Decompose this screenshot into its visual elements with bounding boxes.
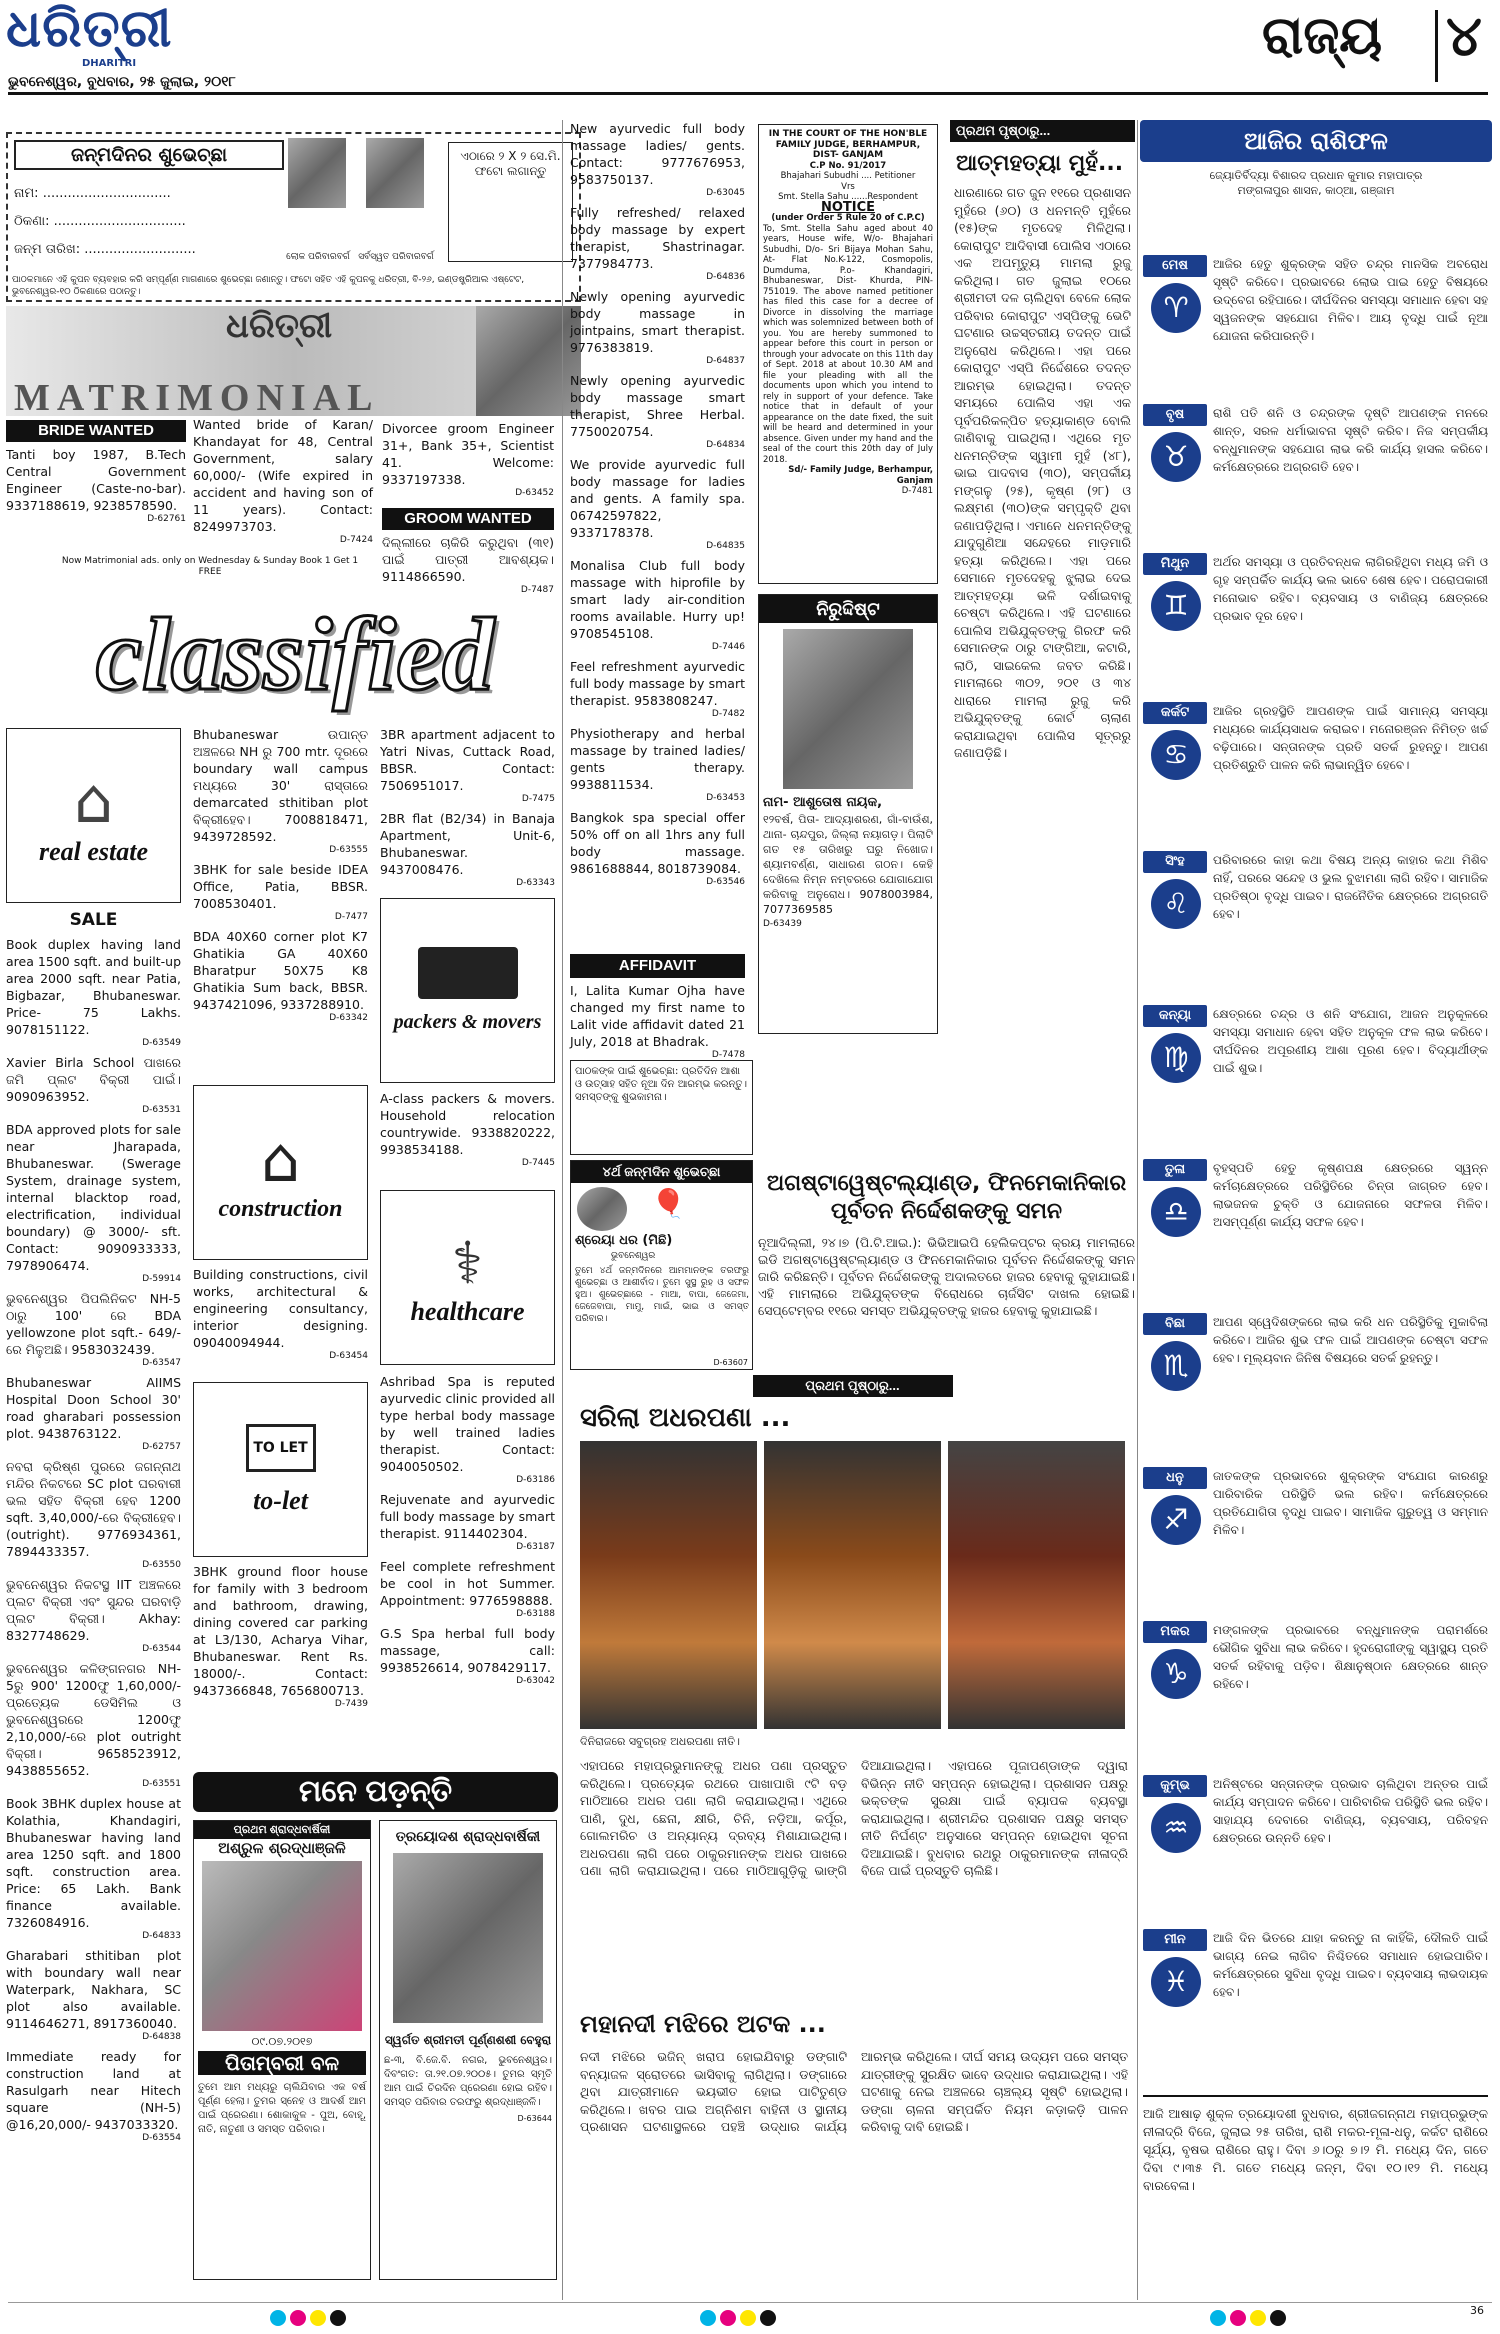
ad-code: D-7446 [711, 642, 745, 652]
ad-code: D-7445 [521, 1158, 555, 1168]
ad-code: D-63342 [329, 1013, 368, 1023]
classified-ad [193, 928, 368, 1023]
court-notice-label: NOTICE [820, 199, 876, 215]
page-number: ୪ [1446, 4, 1482, 69]
photo-placeholder: ଏଠାରେ ୨ X ୨ ସେ.ମି. ଫଟୋ ଲଗାନ୍ତୁ [448, 142, 573, 262]
zodiac-scorpio [1143, 1313, 1488, 1463]
zodiac-label: ବିଛା [1143, 1313, 1207, 1335]
memorial-left-photo [202, 1861, 362, 2031]
ad-code: D-7487 [520, 585, 554, 595]
registration-mark [1270, 2310, 1286, 2326]
registration-mark [1210, 2310, 1226, 2326]
ad-code: D-63547 [142, 1358, 181, 1368]
classified-ad [570, 456, 745, 551]
classified-ad [570, 725, 745, 803]
column-divider [1137, 120, 1138, 2300]
classified-ad [570, 557, 745, 652]
court-parties: Bhajahari Subudhi .... Petitioner Vrs Smt. Stella Sahu ......Respondent [778, 171, 918, 202]
ad-code: D-63186 [516, 1475, 555, 1485]
masthead-logo-sub: DHARITRI [82, 58, 137, 69]
matrimonial-title: MATRIMONIAL [14, 377, 380, 419]
ad-text: A-class packers & movers. Household relocation countrywide. 9338820222, 9938534188. [380, 1091, 555, 1157]
ad-text: BDA approved plots for sale near Jharapada, Bhubaneswar. (Swerage System, drainage system, internal blacktop road, electrification, individual boundary) @ 3000/- sft. Contact: 9090933333, 7978906474. [6, 1122, 181, 1273]
news-agusta-headline: ଅଗଷ୍ଟାୱେଷ୍ଟଲ୍ୟାଣ୍ଡ, ଫିନମେକାନିକାର ପୂର୍ବତନ ନିର୍ଦ୍ଦେଶକଙ୍କୁ ସମନ [766, 1171, 1127, 1224]
birthday-wish-code: D-63607 [713, 1358, 748, 1367]
classified-ad [380, 1373, 555, 1485]
zodiac-capricorn [1143, 1621, 1488, 1771]
zodiac-pisces [1143, 1929, 1488, 2079]
ad-text: ଭୁବନେଶ୍ୱର ପିପଲିନିକଟ NH-5 ଠାରୁ 100' ରେ BDA yellowzone plot sqft.- 649/-ରେ ମିଳୁଅଛି। 9583032439. [6, 1291, 181, 1357]
zodiac-taurus [1143, 404, 1488, 549]
ad-text: Newly opening ayurvedic body massage in jointpains, smart therapist. 9776383819. [570, 289, 745, 355]
ad-text: BDA 40X60 corner plot K7 Ghatikia GA 40X60 Bharatpur 50X75 K8 Ghatikia Sum back, BBSR. 9437421096, 9337288910. [193, 929, 368, 1012]
zodiac-libra [1143, 1159, 1488, 1309]
ad-code: D-63042 [516, 1676, 555, 1686]
ad-code: D-7478 [711, 1050, 745, 1060]
banner-logo: ଧରିତ୍ରୀ [226, 308, 333, 345]
court-case: C.P No. 91/2017 [809, 160, 887, 171]
classified-ad [6, 1374, 181, 1452]
ad-text: Wanted bride of Karan/ Khandayat for 48, Central Government, salary 60,000/- (Wife expired in accident and having son of 11 years). Contact: 8249973703. [193, 417, 373, 534]
news-tag: ପ୍ରଥମ ପୃଷ୍ଠାରୁ... [950, 120, 1135, 142]
ad-code: D-7477 [334, 912, 368, 922]
boy-photo-2 [366, 138, 424, 208]
ad-text: Feel refreshment ayurvedic full body massage by smart therapist. 9583808247. [570, 659, 745, 708]
ad-code: D-64836 [706, 272, 745, 282]
registration-mark [290, 2310, 306, 2326]
to-let-box [193, 1382, 368, 1557]
memorial-left-name: ପିତାମ୍ବରୀ ବଳ [198, 2051, 366, 2075]
registration-mark [310, 2310, 326, 2326]
classified-ad [380, 810, 555, 888]
panjika-text: ଆଜି ଆଷାଢ଼ ଶୁକ୍ଳ ତ୍ରୟୋଦଶୀ ବୁଧବାର, ଶ୍ରୀଜଗନ୍ନାଥ ମହାପ୍ରଭୁଙ୍କ ନୀଳାଦ୍ରି ବିଜେ, ଜୁଲାଇ ୨୫ ତାରିଖ, ରାଶି ମକର-ମୂଳା-ଧନୁ, କର୍କଟ ରାଶିରେ ସୂର୍ଯ୍ୟ, ବୃଷଭ ରାଶିରେ ରାହୁ। ଦିବା ୬।୦ରୁ ୭।୨ ମି. ମଧ୍ୟେ ଦିନ, ଗତେ ଦିବା ୯।୩୫ ମି. ଗତେ ମଧ୍ୟେ ଜନ୍ମ, ଦିବା ୧୦।୧୨ ମି. ମଧ୍ୟେ ବାରବେଳା। [1143, 2095, 1488, 2195]
ad-code: D-63453 [706, 793, 745, 803]
ad-text: We provide ayurvedic full body massage for ladies and gents. A family spa. 06742597822, 9337178378. [570, 457, 745, 540]
news-adharapana-body: ଏହାପରେ ମହାପ୍ରଭୁମାନଙ୍କୁ ଅଧର ପଣା ପ୍ରସ୍ତୁତ କରିଥିଲେ। ପ୍ରତ୍ୟେକ ରଥରେ ପାଖାପାଖି ୯ଟି ବଡ଼ ମାଠିଆରେ ଅଧର ପଣା ଲାଗି କରାଯାଇଥିଲା। ଏଥିରେ ପାଣି, ଦୁଧ, ଛେନା, କ୍ଷୀରି, ଚିନି, ନଡ଼ିଆ, କର୍ପୂର, ଗୋଲମରିଚ ଓ ଅନ୍ୟାନ୍ୟ ଦ୍ରବ୍ୟ ମିଶାଯାଇଥିଲା। ଅଧରପଣା ଲାଗି ପରେ ଠାକୁରମାନଙ୍କ ଅଧର ପାଖରେ ପଣା ଲାଗି କରାଯାଇଥିଲା। ପରେ ମାଠିଆଗୁଡ଼ିକୁ ଭାଙ୍ଗି ଦିଆଯାଇଥିଲା। ଏହାପରେ ପୂଜାପଣ୍ଡାଙ୍କ ଦ୍ୱାରା ବିଭିନ୍ନ ନୀତି ସମ୍ପନ୍ନ ହୋଇଥିଲା। ପ୍ରଶାସନ ପକ୍ଷରୁ ଭକ୍ତଙ୍କ ସୁରକ୍ଷା ପାଇଁ ବ୍ୟାପକ ବ୍ୟବସ୍ଥା କରାଯାଇଥିଲା। ଶ୍ରୀମନ୍ଦିର ପ୍ରଶାସନ ପକ୍ଷରୁ ସମସ୍ତ ନୀତି ନିର୍ଘଣ୍ଟ ଅନୁସାରେ ସମ୍ପନ୍ନ ହୋଇଥିବା ସୂଚନା ଦିଆଯାଇଛି। ବୁଧବାର ରଥରୁ ଠାକୁରମାନଙ୍କ ନୀଳାଦ୍ରି ବିଜେ ପାଇଁ ପ୍ରସ୍ତୁତି ଚାଲିଛି। [580, 1758, 1128, 1878]
ad-code: D-62757 [142, 1442, 181, 1452]
classified-ad [380, 1558, 555, 1619]
house-icon: ⌂ [73, 764, 114, 837]
ad-text: 3BHK for sale beside IDEA Office, Patia, BBSR. 7008530401. [193, 862, 368, 911]
ad-text: Tanti boy 1987, B.Tech Central Government Engineer (Caste-no-bar). 9337188619, 9238578590. [6, 447, 186, 513]
zodiac-label: ଧନୁ [1143, 1467, 1207, 1489]
news-headline: ଆତ୍ମହତ୍ୟା ମୁହଁ... [956, 151, 1124, 176]
classified-ad [570, 288, 745, 366]
ad-code: D-63554 [142, 2133, 181, 2143]
registration-mark [700, 2310, 716, 2326]
ad-text: Ashribad Spa is reputed ayurvedic clinic provided all type herbal body massage by well trained ladies therapist. Contact: 9040050502. [380, 1374, 555, 1474]
zodiac-text: ଅର୍ଥର ସମସ୍ୟା ଓ ପ୍ରତିବନ୍ଧକ ଲାଗିରହିଥିବା ମଧ୍ୟ ଜମି ଓ ଗୃହ ସମ୍ପର୍କିତ କାର୍ଯ୍ୟ ଭଲ ଭାବେ ଶେଷ ହେବ। ପରୋପକାରୀ ମନୋଭାବ ରହିବ। ବ୍ୟବସାୟ ଓ ବାଣିଜ୍ୟ କ୍ଷେତ୍ରରେ ପ୍ରଭାବ ଦୂର ହେବ। [1213, 555, 1488, 623]
leo-icon: ♌ [1151, 879, 1201, 929]
coupon-note: ପାଠକମାନେ ଏହି କୁପନ ବ୍ୟବହାର କରି ସମ୍ପୂର୍ଣ୍ଣ ମାଗଣାରେ ଶୁଭେଚ୍ଛା ଜଣାନ୍ତୁ। ଫଟୋ ସହିତ ଏହି କୁପନକୁ ଧରିତ୍ରୀ, ବି-୨୬, ଇଣ୍ଡଷ୍ଟ୍ରିଆଲ ଏଷ୍ଟେଟ, ଭୁବନେଶ୍ୱର-୧୦ ଠିକଣାରେ ପଠାନ୍ତୁ। [12, 275, 525, 297]
news-agusta [758, 1160, 1135, 1360]
matrimonial-ad [382, 534, 554, 595]
ad-code: D-63555 [329, 845, 368, 855]
to-let-sign-icon: TO LET [246, 1424, 316, 1472]
missing-name: ନାମ- ଆଶୁତୋଷ ନାୟକ, [763, 795, 883, 810]
masthead [0, 0, 1500, 92]
classified-column-2 [193, 726, 368, 1029]
photo-caption-2: ସର୍ବସ୍ୱତ ପରିବାରବର୍ଗ [358, 252, 434, 262]
construction-box [193, 1085, 368, 1260]
ad-text: Divorcee groom Engineer 31+, Bank 35+, Scientist 41. Welcome: 9337197338. [382, 421, 554, 487]
zodiac-text: ଆଜିର ହେତୁ ଶୁକ୍ରଙ୍କ ସହିତ ଚନ୍ଦ୍ର ମାନସିକ ଅବରୋଧ ସୃଷ୍ଟି କରିବେ। ପ୍ରଭାବରେ ଲୋଭ ପାଇ ହେତୁ ବିଷୟରେ ଉଦ୍ବେଗ ରହିପାରେ। ଦୀର୍ଘଦିନର ସମସ୍ୟା ସମାଧାନ ହେବା ସହ ସ୍ୱଜନଙ୍କ ସହଯୋଗ ମିଳିବ। ଆୟ ବୃଦ୍ଧି ପାଇଁ ନୂଆ ଯୋଜନା କରିପାରନ୍ତି। [1213, 257, 1488, 343]
classified-ad [570, 809, 745, 887]
classified-column-1 [6, 936, 181, 2149]
ad-code: D-63550 [142, 1560, 181, 1570]
ad-text: Fully refreshed/ relaxed body massage by expert therapist, Shastrinagar. 7377984773. [570, 205, 745, 271]
ad-code: D-64837 [706, 356, 745, 366]
zodiac-label: ମକର [1143, 1621, 1207, 1643]
child-photo [577, 1187, 627, 1231]
temple-photo-2 [764, 1441, 941, 1729]
to-let-label: to-let [253, 1485, 308, 1515]
court-title: IN THE COURT OF THE HON'BLE FAMILY JUDGE, BERHAMPUR, DIST- GANJAM [768, 129, 928, 160]
classified-ad [193, 1266, 368, 1361]
temple-photo-1 [580, 1441, 757, 1729]
zodiac-text: ମଙ୍ଗଳଙ୍କ ପ୍ରଭାବରେ ବନ୍ଧୁମାନଙ୍କ ପରାମର୍ଶରେ ଭୌଗିକ ସୁବିଧା ଲାଭ କରିବେ। ହୃଦରୋଗୀଙ୍କୁ ସ୍ୱାସ୍ଥ୍ୟ ପ୍ରତି ସତର୍କ ରହିବାକୁ ପଡ଼ିବ। ଶିକ୍ଷାନୁଷ୍ଠାନ କ୍ଷେତ୍ରରେ ଶାନ୍ତ ରହିବେ। [1213, 1623, 1488, 1691]
ad-text: Physiotherapy and herbal massage by trained ladies/ gents therapy. 9938811534. [570, 726, 745, 792]
classified-ad [6, 1576, 181, 1654]
missing-person-notice [758, 594, 938, 1034]
birthday-coupon [6, 132, 581, 302]
ad-text: 3BR apartment adjacent to Yatri Nivas, Cuttack Road, BBSR. Contact: 7506951017. [380, 727, 555, 793]
stethoscope-icon: ⚕ [451, 1228, 484, 1297]
classified-ad [193, 861, 368, 922]
virgo-icon: ♍ [1151, 1033, 1201, 1083]
ad-code: D-63454 [329, 1351, 368, 1361]
ad-code: D-63187 [516, 1542, 555, 1552]
court-signature: Sd/- Family Judge, Berhampur, Ganjam [788, 465, 933, 486]
classified-ad [570, 372, 745, 450]
zodiac-sagittarius [1143, 1467, 1488, 1617]
libra-icon: ♎ [1151, 1187, 1201, 1237]
zodiac-label: କୁମ୍ଭ [1143, 1775, 1207, 1797]
classified-ad [193, 1563, 368, 1709]
affidavit-ad [570, 982, 745, 1060]
zodiac-label: କନ୍ୟା [1143, 1005, 1207, 1027]
memorial-right-name: ସ୍ୱର୍ଗତ ଶ୍ରୀମତୀ ପୂର୍ଣ୍ଣଶଶୀ ବେହୁରା [384, 2033, 552, 2047]
matrimonial-notice: Now Matrimonial ads. only on Wednesday & Sunday Book 1 Get 1 FREE [61, 556, 359, 577]
zodiac-text: ଅନିଷ୍ଟରେ ସନ୍ତାନଙ୍କ ପ୍ରଭାବ ଚାଲିଥିବା ଅନ୍ତର ପାଇଁ କାର୍ଯ୍ୟ ସମ୍ପାଦନ କରିବେ। ପାରିବାରିକ ପରିସ୍ଥିତି ଭଲ ରହିବ। ସାହାଯ୍ୟ ଦେବାରେ ବାଣିଜ୍ୟ, ବ୍ୟବସାୟ, ପରିବହନ କ୍ଷେତ୍ରରେ ଉନ୍ନତି ହେବ। [1213, 1777, 1488, 1845]
footer-rule [8, 2302, 1492, 2303]
zodiac-text: ଜାତକଙ୍କ ପ୍ରଭାବରେ ଶୁକ୍ରଙ୍କ ସଂଯୋଗ କାରଣରୁ ପାରିବାରିକ ପରିସ୍ଥିତି ଭଲ ରହିବ। କର୍ମକ୍ଷେତ୍ରରେ ପ୍ରତିଯୋଗିତା ବୃଦ୍ଧି ପାଇବ। ସାମାଜିକ ଗୁରୁତ୍ୱ ଓ ସମ୍ମାନ ମିଳିବ। [1213, 1469, 1488, 1537]
ad-code: D-7424 [339, 535, 373, 545]
classified-ad [380, 1090, 555, 1168]
classified-ad [380, 726, 555, 804]
classified-ad [570, 658, 745, 719]
sale-heading: SALE [69, 910, 118, 930]
birthday-wish-heading: ୪ର୍ଥ ଜନ୍ମଦିନ ଶୁଭେଚ୍ଛା [571, 1161, 752, 1183]
news-mahanadi-body: ନଦୀ ମଝିରେ ଭଜିନ୍ ଖରାପ ହୋଇଯିବାରୁ ଡଙ୍ଗାଟି ବନ୍ୟାଜଳ ସ୍ରୋତରେ ଭାସିବାକୁ ଲାଗିଥିଲା। ଡଙ୍ଗାରେ ଥିବା ଯାତ୍ରୀମାନେ ଭୟଭୀତ ହୋଇ ପାଟିତୁଣ୍ଡ କରିଥିଲେ। ଖବର ପାଇ ଅଗ୍ନିଶମ ବାହିନୀ ଓ ସ୍ଥାନୀୟ ପ୍ରଶାସନ ଘଟଣାସ୍ଥଳରେ ପହଞ୍ଚି ଉଦ୍ଧାର କାର୍ଯ୍ୟ ଆରମ୍ଭ କରିଥିଲେ। ଦୀର୍ଘ ସମୟ ଉଦ୍ୟମ ପରେ ସମସ୍ତ ଯାତ୍ରୀଙ୍କୁ ସୁରକ୍ଷିତ ଭାବେ ଉଦ୍ଧାର କରାଯାଇଥିଲା। ଏହି ଘଟଣାକୁ ନେଇ ଅଞ୍ଚଳରେ ଚାଞ୍ଚଲ୍ୟ ସୃଷ୍ଟି ହୋଇଥିଲା। ଡଙ୍ଗା ଚାଳନା ସମ୍ପର୍କିତ ନିୟମ କଡ଼ାକଡ଼ି ପାଳନ କରିବାକୁ ଦାବି ହୋଇଛି। [580, 2049, 1128, 2134]
ad-text: Newly opening ayurvedic body massage smart therapist, Shree Herbal. 7750020754. [570, 373, 745, 439]
ad-code: D-63531 [142, 1105, 181, 1115]
registration-mark [270, 2310, 286, 2326]
classified-ad [570, 120, 745, 198]
gemini-icon: ♊ [1151, 581, 1201, 631]
court-code: D-7481 [901, 486, 933, 496]
zodiac-label: ମିଥୁନ [1143, 553, 1207, 575]
classified-ad [6, 1290, 181, 1368]
birthday-wish [570, 1160, 753, 1370]
zodiac-label: ମୀନ [1143, 1929, 1207, 1951]
zodiac-text: ଆଜିର ଗ୍ରହସ୍ଥିତି ଆପଣଙ୍କ ପାଇଁ ସାମାନ୍ୟ ସମସ୍ୟା ମଧ୍ୟରେ କାର୍ଯ୍ୟସାଧକ କରାଇବ। ମନୋରଞ୍ଜନ ନିମିତ୍ତ ଖର୍ଚ୍ଚ ବଢ଼ିପାରେ। ସନ୍ତାନଙ୍କ ପ୍ରତି ସତର୍କ ରୁହନ୍ତୁ। ଆପଣ ପ୍ରତିଶ୍ରୁତି ପାଳନ କରି ଲାଭାନ୍ୱିତ ହେବେ। [1213, 704, 1488, 772]
healthcare-label: healthcare [410, 1296, 525, 1326]
zodiac-aries [1143, 255, 1488, 400]
affidavit-heading: AFFIDAVIT [570, 954, 745, 978]
zodiac-label: ବୃଷ [1143, 404, 1207, 426]
memorial-left-text: ତୁମେ ଆମ ମଧ୍ୟରୁ ଚାଲିଯିବାର ଏକ ବର୍ଷ ପୂର୍ଣ୍ଣ ହେଲା। ତୁମର ସ୍ନେହ ଓ ଆଦର୍ଶ ଆମ ପାଇଁ ପ୍ରେରଣା। ଶୋକାକୁଳ - ପୁଅ, ବୋହୂ, ନାତି, ନାତୁଣୀ ଓ ସମସ୍ତ ପରିବାର। [198, 2082, 366, 2135]
real-estate-label: real estate [38, 837, 149, 866]
zodiac-leo [1143, 851, 1488, 1001]
ad-text: Bangkok spa special offer 50% off on all 1hrs any full body massage. 9861688844, 8018739084. [570, 810, 745, 876]
ad-text: Bhubaneswar AIIMS Hospital Doon School 30' road gharabari possession plot. 9438763122. [6, 1375, 181, 1441]
page-number-rule [1435, 10, 1438, 82]
zodiac-text: ରାଶି ପତି ଶନି ଓ ଚନ୍ଦ୍ରଙ୍କ ଦୃଷ୍ଟି ଆପଣଙ୍କ ମନରେ ଶାନ୍ତ, ସରଳ ଧର୍ମାଭାବନା ସୃଷ୍ଟି କରିବ। ନିଜ ସମ୍ପର୍କୀୟ ବନ୍ଧୁମାନଙ୍କ ସହଯୋଗ ଲାଭ କରି କାର୍ଯ୍ୟ ହାସଲ କରିବେ। କର୍ମକ୍ଷେତ୍ରରେ ଅଗ୍ରଗତି ହେବ। [1213, 406, 1488, 474]
child-name: ଶ୍ରେୟା ଧର (ମିଛି) [575, 1233, 673, 1248]
boy-photo-1 [288, 138, 346, 208]
news-adharapana-headline: ସରିଲା ଅଧରପଣା ... [580, 1403, 791, 1433]
registration-mark [740, 2310, 756, 2326]
packers-movers-box [380, 898, 555, 1083]
classified-ad [570, 204, 745, 282]
ad-text: Book 3BHK duplex house at Kolathia, Khandagiri, Bhubaneswar having land area 1250 sqft. and 1800 sqft. construction area. Price: 65 Lakh. Bank finance available. 7326084916. [6, 1796, 181, 1930]
memorial-left-date: ୦୯.୦୭.୨୦୧୭ [251, 2035, 313, 2048]
ad-text: Monalisa Club full body massage with hiprofile by smart lady air-condition rooms available. Hurry up! 9708545108. [570, 558, 745, 641]
scorpio-icon: ♏ [1151, 1341, 1201, 1391]
registration-mark [1230, 2310, 1246, 2326]
registration-mark [760, 2310, 776, 2326]
classified-ad [6, 1795, 181, 1941]
ad-text: Rejuvenate and ayurvedic full body massage by smart therapist. 9114402304. [380, 1492, 555, 1541]
ad-code: D-63343 [516, 878, 555, 888]
missing-heading: ନିରୁଦ୍ଦିଷ୍ଟ [759, 595, 937, 623]
birthday-coupon-title: ଜନ୍ମଦିନର ଶୁଭେଚ୍ଛା [14, 140, 284, 170]
matrimonial-ad [193, 416, 373, 545]
bride-image [476, 306, 581, 416]
zodiac-text: କ୍ଷେତ୍ରରେ ଚନ୍ଦ୍ର ଓ ଶନି ସଂଯୋଗ, ଆଜନ ଅନୁକୂଳରେ ସମସ୍ୟା ସମାଧାନ ହେବା ସହିତ ଅନୁକୂଳ ଫଳ ଲାଭ କରିବେ। ଦୀର୍ଘଦିନର ଅପୂରଣୀୟ ଆଶା ପୂରଣ ହେବ। ବିଦ୍ୟାର୍ଥୀଙ୍କ ପାଇଁ ଶୁଭ। [1213, 1007, 1488, 1075]
construction-label: construction [218, 1195, 343, 1222]
registration-mark [720, 2310, 736, 2326]
child-place: ଭୁବନେଶ୍ୱର [611, 1251, 656, 1261]
memorial-right-heading: ତ୍ରୟୋଦଶ ଶ୍ରାଦ୍ଧବାର୍ଷିକୀ [395, 1829, 541, 1845]
ad-code: D-62761 [147, 514, 186, 524]
memorial-right-photo [393, 1853, 543, 2023]
court-notice [758, 124, 938, 584]
bride-wanted-heading: BRIDE WANTED [6, 420, 186, 442]
zodiac-label: ମେଷ [1143, 255, 1207, 277]
dateline: ଭୁବନେଶ୍ୱର, ବୁଧବାର, ୨୫ ଜୁଲାଇ, ୨୦୧୮ [8, 74, 236, 90]
groom-wanted-heading: GROOM WANTED [382, 508, 554, 530]
ad-code: D-7439 [334, 1699, 368, 1709]
zodiac-text: ବୃହସ୍ପତି ହେତୁ କୃଷ୍ଣପକ୍ଷ କ୍ଷେତ୍ରରେ ସ୍ୱନ୍ନ କର୍ମଚାକ୍ଷେତ୍ରରେ ପରିସ୍ଥିତିରେ ଚିନ୍ତା ଜାଗ୍ରତ ହେବ। ଲାଭଜନକ ଚୁକ୍ତି ଓ ଯୋଜନାରେ ସଫଳତା ମିଳିବ। ଅସମ୍ପୂର୍ଣ୍ଣ କାର୍ଯ୍ୟ ସଫଳ ହେବ। [1213, 1161, 1488, 1229]
news-body: ଧାରଣାରେ ଗତ ଜୁନ ୧୧ରେ ପ୍ରଶାସନ ମୁହଁରେ (୬୦) ଓ ଧନମନ୍ତି ମୁହଁରେ (୧୫)ଙ୍କ ମୃତଦେହ ମିଳିଥିଲା। କୋରାପୁଟ ଆଦିବାସୀ ପୋଲିସ ଏଠାରେ ଏକ ଅପମୃତ୍ୟୁ ମାମଲା ରୁଜୁ କରିଥିଲା। ଗତ ଜୁଲାଇ ୧୦ରେ ଶ୍ରୀମତୀ ଦଳ ଚାଲିଥିବା ବେଳେ ଲୋକ ପରିବାର କୋରାପୁଟ ଏସ୍‌ପିଙ୍କୁ ଭେଟି ଘଟଣାର ଉଚ୍ଚସ୍ତରୀୟ ତଦନ୍ତ ପାଇଁ ଅନୁରୋଧ କରିଥିଲେ। ଏହା ପରେ କୋରାପୁଟ ଏସ୍‌ପି ନିର୍ଦ୍ଦେଶରେ ତଦନ୍ତ ଆରମ୍ଭ ହୋଇଥିଲା। ତଦନ୍ତ ସମୟରେ ପୋଲିସ ଏହା ଏକ ପୂର୍ବପରିକଳ୍ପିତ ହତ୍ୟାକାଣ୍ଡ ବୋଲି ଜାଣିବାକୁ ପାଇଥିଲା। ଏଥିରେ ମୃତ ଧନମନ୍ତିଙ୍କ ସ୍ୱାମୀ ମୁହଁ (୪୮), ଭାଇ ପାଦବାସ (୩୦), ସମ୍ପର୍କୀୟ ମଙ୍ଗଳୁ (୨୫), କୃଷ୍ଣ (୨୮) ଓ ଲକ୍ଷ୍ମଣ (୩୦)ଙ୍କ ସମ୍ପୃକ୍ତି ଥିବା ଜଣାପଡ଼ିଥିଲା। ଏମାନେ ଧନମନ୍ତିଙ୍କୁ ଯାଦୁଗୁଣିଆ ସନ୍ଦେହରେ ମାଡ଼ମାରି ହତ୍ୟା କରିଥିଲେ। ଏହା ପରେ ସେମାନେ ମୃତଦେହକୁ ଝୁଲାଇ ଦେଇ ଆତ୍ମହତ୍ୟା ଭଳି ଦର୍ଶାଇବାକୁ ଚେଷ୍ଟା କରିଥିଲେ। ଏହି ଘଟଣାରେ ପୋଲିସ ଅଭିଯୁକ୍ତଙ୍କୁ ଗିରଫ କରି ସେମାନଙ୍କ ଠାରୁ ଟାଙ୍ଗିଆ, କଟାରି, ଲାଠି, ସାଇକେଲ ଜବତ କରିଛି। ମାମଲାରେ ୩୦୨, ୨୦୧ ଓ ୩୪ ଧାରାରେ ମାମଲା ରୁଜୁ କରି ଅଭିଯୁକ୍ତଙ୍କୁ କୋର୍ଟ ଚାଲାଣ କରାଯାଇଥିବା ପୋଲିସ ସୂତ୍ରରୁ ଜଣାପଡ଼ିଛି। [954, 185, 1131, 760]
ad-code: D-64834 [706, 440, 745, 450]
footer-page-number: 36 [1470, 2304, 1484, 2317]
classified-ad [6, 1947, 181, 2042]
memorial-left-heading: ପ୍ରଥମ ଶ୍ରାଦ୍ଧବାର୍ଷିକୀ [194, 1821, 370, 1839]
photo-caption: ଦିନିରାଜରେ ସବୁଗ୍ରହ ଅଧରପଣା ନୀତି। [580, 1735, 740, 1748]
ad-code: D-63546 [706, 877, 745, 887]
news-mahanadi [570, 2010, 1135, 2300]
memorial-right [379, 1820, 557, 2280]
ad-code: D-64833 [142, 1931, 181, 1941]
ad-text: ଭୁବନେଶ୍ୱର ନିକଟସ୍ଥ IIT ଅଞ୍ଚଳରେ ପ୍ଲଟ ବିକ୍ରୀ ଏବଂ ସୁନ୍ଦର ଘରବାଡ଼ି ପ୍ଲଟ ବିକ୍ରୀ। Akhay: 8327748629. [6, 1577, 181, 1643]
registration-mark [1250, 2310, 1266, 2326]
zodiac-gemini [1143, 553, 1488, 698]
ad-code: D-63452 [515, 488, 554, 498]
memorial-code: D-63644 [517, 2114, 552, 2123]
ad-code: D-7482 [711, 709, 745, 719]
classified-ad [193, 726, 368, 855]
ad-code: D-63045 [706, 188, 745, 198]
classified-ad [6, 1054, 181, 1115]
ad-text: New ayurvedic full body massage ladies/ gents. Contact: 9777676953, 9583750137. [570, 121, 745, 187]
classified-ad [380, 1491, 555, 1552]
court-rule: (under Order 5 Rule 20 of C.P.C) [771, 213, 925, 223]
classified-column-3c [380, 1373, 555, 1692]
ad-text: Immediate ready for construction land at Rasulgarh near Hitech square (NH-5) @16,20,000/- 9437033320. [6, 2049, 181, 2132]
news-adharapana [570, 1375, 1135, 2000]
photo-caption-1: ଲୋକ ପରିବାରବର୍ଗ [286, 252, 350, 262]
matrimonial-ad [6, 446, 186, 524]
horoscope-author: ଜ୍ୟୋତିର୍ବିଦ୍ୟା ବିଶାରଦ ପ୍ରଧାନ କୁମାର ମହାପାତ୍ର ମଙ୍ଗଳାପୁର ଶାସନ, କାଠ୍ଆ, ଗଞ୍ଜାମ [1209, 169, 1423, 197]
news-tag: ପ୍ରଥମ ପୃଷ୍ଠାରୁ... [753, 1375, 953, 1397]
memorial-section [193, 1772, 558, 2282]
sagittarius-icon: ♐ [1151, 1495, 1201, 1545]
ad-code: D-63544 [142, 1644, 181, 1654]
zodiac-label: ତୁଳା [1143, 1159, 1207, 1181]
ad-code: D-59914 [142, 1274, 181, 1284]
form-dob-field[interactable]: ଜନ୍ମ ତାରିଖ: ........................... [14, 242, 196, 257]
ad-text: I, Lalita Kumar Ojha have changed my first name to Lalit vide affidavit dated 21 July, 2018 at Bhadrak. [570, 983, 745, 1049]
zodiac-label: କର୍କଟ [1143, 702, 1207, 724]
ad-text: Building constructions, civil works, architectural & engineering consultancy, interior designing. 09040094944. [193, 1267, 368, 1350]
ad-text: Bhubaneswar ଉପାନ୍ତ ଅଞ୍ଚଳରେ NH ରୁ 700 mtr. ଦୂରରେ boundary wall campus ମଧ୍ୟରେ 30' ରାସ୍ତାରେ demarcated sthitiban plot ବିକ୍ରୀହେବ। 7008818471, 9439728592. [193, 727, 368, 844]
registration-mark [330, 2310, 346, 2326]
masthead-rule [8, 92, 1488, 95]
classified-column-2b [193, 1266, 368, 1367]
classified-column-4 [570, 120, 745, 893]
ad-code: D-63549 [142, 1038, 181, 1048]
truck-icon [418, 947, 518, 999]
ad-text: Xavier Birla School ପାଖରେ ଜମି ପ୍ଲଟ ବିକ୍ରୀ ପାଇଁ। 9090963952. [6, 1055, 181, 1104]
capricorn-icon: ♑ [1151, 1649, 1201, 1699]
memorial-right-text: ଛ-୩, ବି.ଜେ.ବି. ନଗର, ଭୁବନେଶ୍ୱର। ଦିବଂଗତ: ତା.୨୧.୦୭.୨୦୦୫। ତୁମର ସ୍ମୃତି ଆମ ପାଇଁ ଚିରଦିନ ପ୍ରେରଣା ହୋଇ ରହିବ। ସମସ୍ତ ପରିବାର ତରଫରୁ ଶ୍ରଦ୍ଧାଞ୍ଜଳି। [384, 2055, 552, 2108]
news-agusta-body: ନୂଆଦିଲ୍ଲୀ, ୨୪।୭ (ପି.ଟି.ଆଇ.): ଭିଭିଆଇପି ହେଲିକପ୍ଟର କ୍ରୟ ମାମଲାରେ ଇଡି ଅଗଷ୍ଟାୱେଷ୍ଟଲ୍ୟାଣ୍ଡ ଓ ଫିନମେକାନିକାର ପୂର୍ବତନ ନିର୍ଦ୍ଦେଶକଙ୍କୁ ସମନ ଜାରି କରିଛନ୍ତି। ପୂର୍ବତନ ନିର୍ଦ୍ଦେଶକଙ୍କୁ ଅଦାଲତରେ ହାଜର ହେବାକୁ କୁହାଯାଇଛି। ଏହି ମାମଲାରେ ଅଭିଯୁକ୍ତଙ୍କ ବିରୋଧରେ ଚାର୍ଜସିଟ ଦାଖଲ ହୋଇଛି। ସେପ୍ଟେମ୍ବର ୧୧ରେ ସମସ୍ତ ଅଭିଯୁକ୍ତଙ୍କୁ ହାଜର ହେବାକୁ କୁହାଯାଇଛି। [758, 1235, 1135, 1318]
ad-text: Feel complete refreshment be cool in hot Summer. Appointment: 9776598888. [380, 1559, 555, 1608]
classified-ad [6, 936, 181, 1048]
missing-details: ୧୨ବର୍ଷ, ପିତା- ଆଦ୍ୟାଶରଣ, ଗାଁ-ବାଉଁଶ, ଥାନା- ଚାନ୍ଦପୁର, ଜିଲ୍ଲା ନୟାଗଡ଼। ପିଲାଟି ଗତ ୧୫ ତାରିଖରୁ ଘରୁ ନିଖୋଜ। ଶ୍ୟାମବର୍ଣ୍ଣ, ସାଧାରଣ ଗଠନ। କେହି ଦେଖିଲେ ନିମ୍ନ ନମ୍ବରରେ ଯୋଗାଯୋଗ କରିବାକୁ ଅନୁରୋଧ। 9078003984, 7077369585 [763, 813, 933, 916]
ad-text: G.S Spa herbal full body massage, call: 9938526614, 9078429117. [380, 1626, 555, 1675]
missing-code: D-63439 [763, 919, 802, 929]
zodiac-cancer [1143, 702, 1488, 847]
ad-code: D-64835 [706, 541, 745, 551]
ad-text: ଭୁବନେଶ୍ୱର କଳିଙ୍ଗନଗର NH-5ରୁ 900' 1200ଫୁ 1,60,000/- ପ୍ରତ୍ୟେକ ଡେସିମିଲ ଓ ଭୁବନେଶ୍ୱରରେ 1200ଫୁ 2,10,000/-ରେ plot outright ବିକ୍ରୀ। 9658523912, 9438855652. [6, 1661, 181, 1778]
ad-code: D-64838 [142, 2032, 181, 2042]
ad-text: Gharabari sthitiban plot with boundary wall near Waterpark, Nakhara, SC plot also available. 9114646271, 8917360040. [6, 1948, 181, 2031]
balloon-icon: 🎈 [651, 1187, 686, 1220]
zodiac-text: ପରିବାରରେ କାହା କଥା ବିଷୟ ଅନ୍ୟ କାହାର କଥା ମିଶିବ ନାହିଁ, ପରରେ ସନ୍ଦେହ ଓ ଭୁଲ ବୁଝାମଣା ଲାଗି ରହିବ। ସାମାଜିକ ପ୍ରତିଷ୍ଠା ବୃଦ୍ଧି ପାଇବ। ରାଜନୈତିକ କ୍ଷେତ୍ରରେ ଅଗ୍ରଗତି ହେବ। [1213, 853, 1488, 921]
zodiac-aquarius [1143, 1775, 1488, 1925]
news-mahanadi-headline: ମହାନଦୀ ମଝିରେ ଅଟକ ... [580, 2010, 826, 2038]
section-title: ରାଜ୍ୟ [1262, 6, 1383, 66]
classified-ad [6, 1121, 181, 1284]
temple-photo-3 [948, 1441, 1125, 1729]
classified-ad [6, 2048, 181, 2143]
matrimonial-ad [382, 420, 554, 498]
ad-text: ନବରା କ୍ରିଷ୍ଣ ପୁରରେ ଜଗନ୍ନାଥ ମନ୍ଦିର ନିକଟରେ SC plot ଘରବାରୀ ଭଲ ସହିତ ବିକ୍ରୀ ହେବ 1200 sqft. 3,40,000/-ରେ ବିକ୍ରୀହେବ। (outright). 9776934361, 7894433357. [6, 1459, 181, 1559]
form-name-field[interactable]: ନାମ: ............................... [14, 186, 171, 201]
real-estate-box [6, 728, 181, 903]
pisces-icon: ♓ [1151, 1957, 1201, 2007]
ad-code: D-63188 [516, 1609, 555, 1619]
classified-column-3 [380, 726, 555, 894]
zodiac-label: ସିଂହ [1143, 851, 1207, 873]
house-roof-icon: ⌂ [260, 1122, 301, 1196]
ad-text: 3BHK ground floor house for family with 3 bedroom and bathroom, drawing, dining covered car parking at L3/130, Acharya Vihar, Bhubaneswar. Rent Rs. 18000/-. Contact: 9437366848, 7656800713. [193, 1564, 368, 1698]
classified-ad [380, 1625, 555, 1686]
zodiac-text: ଆପଣ ସ୍ୱେଦିଶଙ୍କରେ ଲାଭ କରି ଧନ ପରିସ୍ଥିତିକୁ ମୁକାବିଲା କରିବେ। ଆଜିର ଶୁଭ ଫଳ ପାଇଁ ଆପଣଙ୍କ ଚେଷ୍ଟା ସଫଳ ହେବ। ମୂଲ୍ୟବାନ ଜିନିଷ ବିଷୟରେ ସତର୍କ ରୁହନ୍ତୁ। [1213, 1315, 1488, 1365]
zodiac-text: ଆଜି ଦିନ ଭିତରେ ଯାହା କରନ୍ତୁ ନା କାହିଁକି, ଦୌଲତି ପାଇଁ ଭାଗ୍ୟ ନେଇ ଲାଗିବ ନିଶ୍ଚିତରେ ସମାଧାନ ହୋଇପାରିବ। କର୍ମକ୍ଷେତ୍ରରେ ସୁବିଧା ବୃଦ୍ଧି ପାଇବ। ବ୍ୟବସାୟ ଲାଭଦାୟକ ହେବ। [1213, 1931, 1488, 1999]
masthead-logo: ଧରିତ୍ରୀ [6, 1, 173, 58]
classified-ad [6, 1458, 181, 1570]
aquarius-icon: ♒ [1151, 1803, 1201, 1853]
memorial-left [193, 1820, 371, 2280]
matrimonial-banner [6, 306, 581, 419]
classified-column-2c [193, 1563, 368, 1715]
ad-text: 2BR flat (B2/34) in Banaja Apartment, Unit-6, Bhubaneswar. 9437008476. [380, 811, 555, 877]
healthcare-box [380, 1190, 555, 1365]
zodiac-virgo [1143, 1005, 1488, 1155]
ad-code: D-63551 [142, 1779, 181, 1789]
aries-icon: ♈ [1151, 283, 1201, 333]
birthday-wish-text: ତୁମେ ୪ର୍ଥ ଜନ୍ମଦିନରେ ଆମମାନଙ୍କ ତରଫରୁ ଶୁଭେଚ୍ଛା ଓ ଆଶୀର୍ବାଦ। ତୁମେ ସୁସ୍ଥ ରୁହ ଓ ସଫଳ ହୁଅ। ଶୁଭେଚ୍ଛାରେ - ମାଆ, ବାପା, ଜେଜେମା, ଜେଜେବାପା, ମାମୁ, ମାଇଁ, ଭାଇ ଓ ସମସ୍ତ ପରିବାର। [575, 1266, 749, 1324]
missing-person-photo [783, 629, 913, 789]
ad-text: Book duplex having land area 1500 sqft. and built-up area 2000 sqft. near Patia, Bigbazar, Bhubaneswar. Price- 75 Lakhs. 9078151122. [6, 937, 181, 1037]
taurus-icon: ♉ [1151, 432, 1201, 482]
memorial-heading: ମନେ ପଡ଼ନ୍ତି [193, 1772, 558, 1812]
column-divider [562, 120, 563, 2300]
memorial-left-sub: ଅଶ୍ରୁଳ ଶ୍ରଦ୍ଧାଞ୍ଜଳି [218, 1839, 346, 1857]
cancer-icon: ♋ [1151, 730, 1201, 780]
ad-text: ଦିଲ୍ଲୀରେ ଚାକିରି କରୁଥିବା (୩୧) ପାଇଁ ପାତ୍ରୀ ଆବଶ୍ୟକ। 9114866590. [382, 535, 554, 584]
court-body: To, Smt. Stella Sahu aged about 40 years, House wife, W/o- Bhajahari Subudhi, D/o- Sri Bijaya Mohan Sahu, At- Flat No.K-122, Cosmopolis, Dumduma, P.o- Khandagiri, Bhubaneswar, Dist- Khurda, PIN- 751019. The above named petitioner has filed this case for a decree of Divorce in dissolving the marriage which was solemnized between both of you. You are hereby summoned to appear before this court in person or through your advocate on this 11th day of Sept. 2018 at about 10.30 AM and file your pleading with all the documents upon which you intend to rely in support of your defence. Take notice that in default of your appearance on the date fixed, the suit will be heard and determined in your absence. Given under my hand and the seal of the court this 20th day of July 2018. [763, 223, 933, 465]
ad-code: D-7475 [521, 794, 555, 804]
classified-banner: classified [95, 597, 495, 712]
reader-greeting: ପାଠକଙ୍କ ପାଇଁ ଶୁଭେଚ୍ଛା: ପ୍ରତିଦିନ ଆଶା ଓ ଉତ୍ସାହ ସହିତ ନୂଆ ଦିନ ଆରମ୍ଭ କରନ୍ତୁ। ସମସ୍ତଙ୍କୁ ଶୁଭକାମନା। [570, 1060, 753, 1155]
packers-label: packers & movers [393, 1011, 542, 1033]
news-suicide [950, 120, 1135, 1120]
horoscope-title: ଆଜିର ରାଶିଫଳ [1140, 120, 1492, 162]
form-address-field[interactable]: ଠିକଣା: ................................ [14, 214, 186, 229]
classified-column-3b [380, 1090, 555, 1174]
classified-ad [6, 1660, 181, 1789]
